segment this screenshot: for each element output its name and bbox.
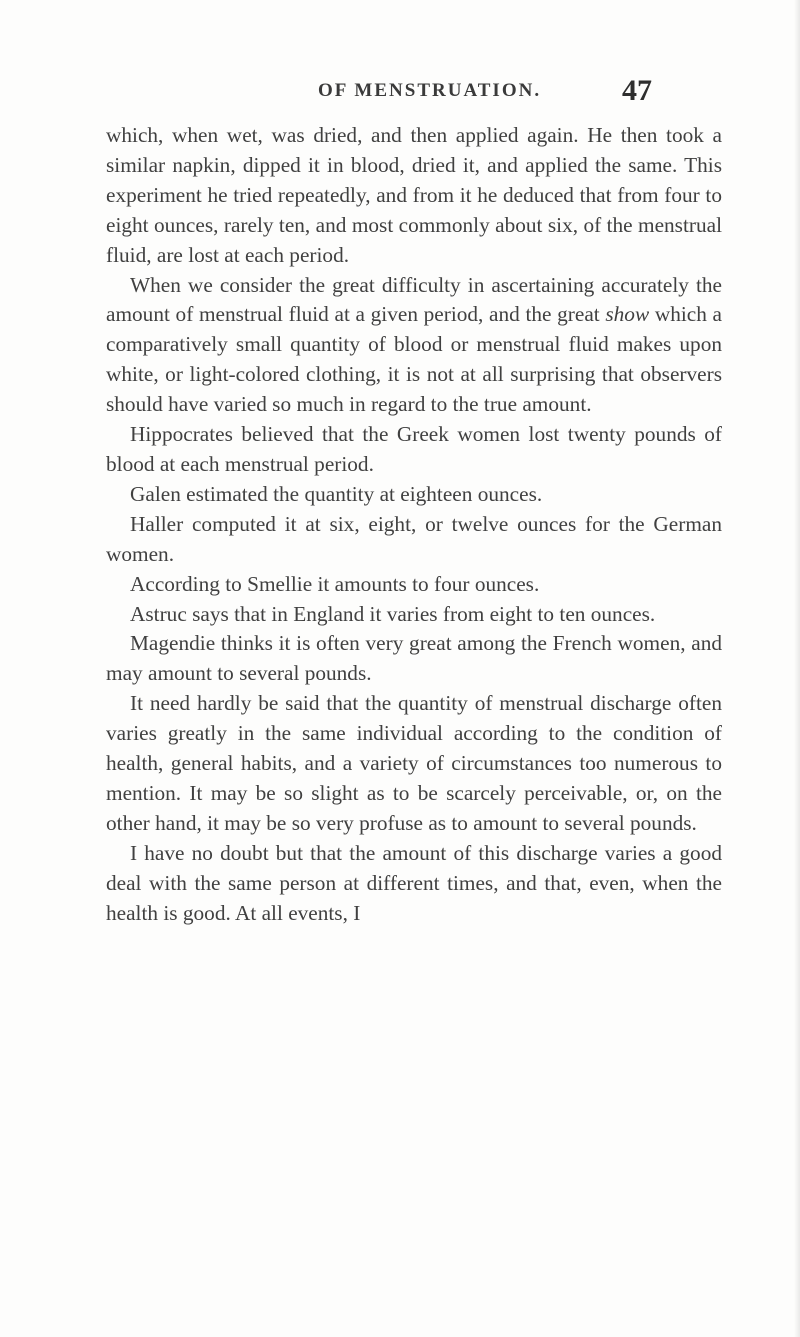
paragraph-difficulty	[106, 271, 722, 421]
page-number: 47	[622, 74, 652, 107]
body-text	[106, 121, 722, 928]
paragraph-difficulty-start: When we consider the great difficulty in ascertaining accurately the amount of menstrual fluid at a given period, and the great	[106, 272, 722, 327]
running-head	[0, 74, 800, 108]
paragraph-conclusion: I have no doubt but that the amount of this discharge varies a good deal with the same person at different times, and that, even, when the health is good. At all events, I	[106, 840, 722, 925]
paragraph-hippocrates: Hippocrates believed that the Greek women lost twenty pounds of blood at each menstrual period.	[106, 422, 722, 476]
paragraph-difficulty-end: which a comparatively small quantity of blood or menstrual fluid makes upon white, or light-colored clothing, it is not at all surprising that observers should have varied so much in regard to the true amount.	[106, 302, 722, 417]
paragraph-continuation: which, when wet, was dried, and then applied again. He then took a similar napkin, dipped it in blood, dried it, and applied the same. This experiment he tried repeatedly, and from it he deduced that from four to eight ounces, rarely ten, and most commonly about six, of the menstrual fluid, are lost at each period.	[106, 123, 722, 267]
running-title: OF MENSTRUATION.	[318, 80, 542, 101]
paragraph-haller: Haller computed it at six, eight, or twelve ounces for the German women.	[106, 511, 722, 566]
paragraph-magendie: Magendie thinks it is often very great among the French women, and may amount to several pounds.	[106, 631, 722, 686]
paragraph-galen: Galen estimated the quantity at eighteen ounces.	[130, 481, 543, 506]
paragraph-astruc: Astruc says that in England it varies from eight to ten ounces.	[130, 601, 656, 626]
italic-word: show	[605, 302, 650, 327]
paragraph-smellie: According to Smellie it amounts to four ounces.	[130, 571, 540, 596]
page-edge-shadow	[794, 0, 800, 1337]
paragraph-variation: It need hardly be said that the quantity of menstrual discharge often varies greatly in the same individual according to the condition of health, general habits, and a variety of circumstances too numerous to mention. It may be so slight as to be scarcely perceivable, or, on the other hand, it may be so very profuse as to amount to several pounds.	[106, 691, 722, 835]
